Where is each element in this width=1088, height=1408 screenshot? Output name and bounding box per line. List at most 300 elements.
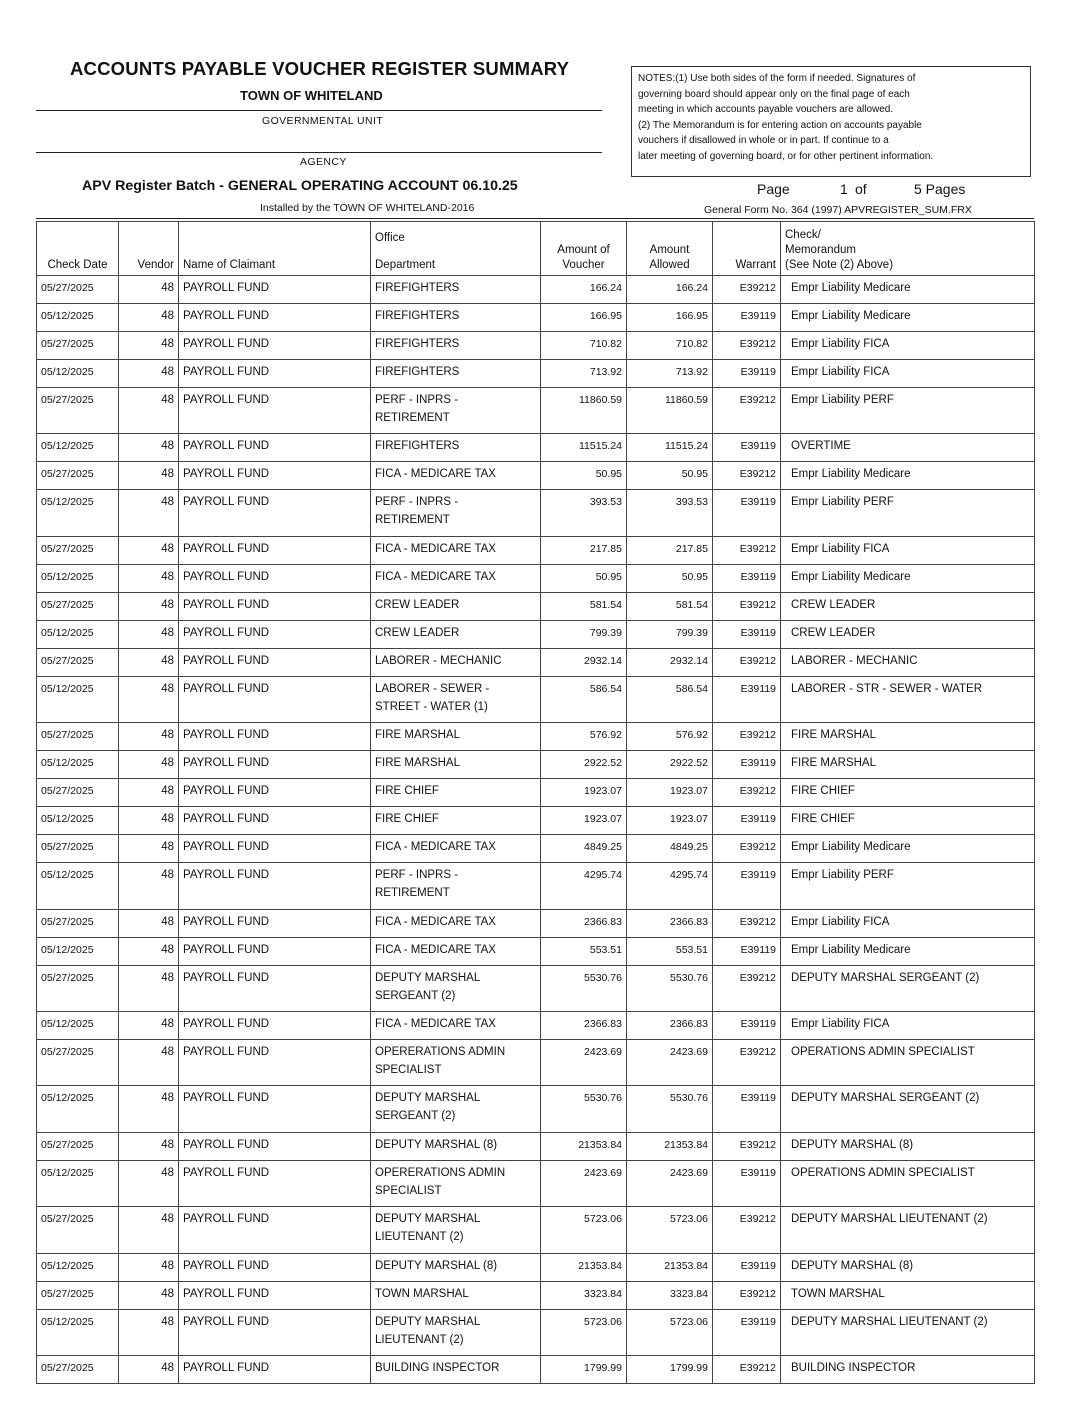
cell-check-date: 05/12/2025 <box>37 434 119 462</box>
cell-amount-voucher: 1923.07 <box>541 779 627 807</box>
cell-claimant: PAYROLL FUND <box>179 965 371 1011</box>
cell-warrant: E39119 <box>713 1011 781 1039</box>
cell-check-date: 05/12/2025 <box>37 1253 119 1281</box>
cell-check-date: 05/27/2025 <box>37 1132 119 1160</box>
cell-claimant: PAYROLL FUND <box>179 909 371 937</box>
department-line: FICA - MEDICARE TAX <box>375 943 496 956</box>
cell-department <box>371 434 541 462</box>
cell-claimant: PAYROLL FUND <box>179 723 371 751</box>
cell-check-date: 05/12/2025 <box>37 304 119 332</box>
cell-claimant: PAYROLL FUND <box>179 276 371 304</box>
cell-department <box>371 1309 541 1355</box>
cell-memorandum: DEPUTY MARSHAL LIEUTENANT (2) <box>781 1309 1035 1355</box>
cell-claimant: PAYROLL FUND <box>179 592 371 620</box>
cell-memorandum: Empr Liability PERF <box>781 490 1035 536</box>
cell-amount-voucher: 2922.52 <box>541 751 627 779</box>
cell-department <box>371 723 541 751</box>
cell-claimant: PAYROLL FUND <box>179 1132 371 1160</box>
table-row <box>37 648 1035 676</box>
cell-claimant: PAYROLL FUND <box>179 536 371 564</box>
cell-warrant: E39212 <box>713 1132 781 1160</box>
cell-vendor: 48 <box>119 937 179 965</box>
cell-claimant: PAYROLL FUND <box>179 779 371 807</box>
cell-memorandum: FIRE CHIEF <box>781 779 1035 807</box>
cell-memorandum: Empr Liability FICA <box>781 909 1035 937</box>
cell-claimant: PAYROLL FUND <box>179 807 371 835</box>
cell-warrant: E39119 <box>713 863 781 909</box>
cell-warrant: E39212 <box>713 1355 781 1383</box>
cell-memorandum: Empr Liability Medicare <box>781 937 1035 965</box>
cell-department <box>371 1011 541 1039</box>
cell-check-date: 05/12/2025 <box>37 564 119 592</box>
table-row <box>37 564 1035 592</box>
cell-vendor: 48 <box>119 751 179 779</box>
cell-check-date: 05/12/2025 <box>37 620 119 648</box>
cell-amount-voucher: 586.54 <box>541 676 627 722</box>
page-total: 5 Pages <box>914 181 966 197</box>
table-row <box>37 909 1035 937</box>
department-line: RETIREMENT <box>375 514 450 527</box>
cell-memorandum: FIRE MARSHAL <box>781 751 1035 779</box>
cell-department <box>371 304 541 332</box>
cell-check-date: 05/27/2025 <box>37 332 119 360</box>
table-row <box>37 1160 1035 1206</box>
cell-memorandum: FIRE MARSHAL <box>781 723 1035 751</box>
cell-check-date: 05/27/2025 <box>37 965 119 1011</box>
cell-amount-allowed: 713.92 <box>627 360 713 388</box>
department-line: PERF - INPRS - <box>375 394 459 406</box>
department-line: SERGEANT (2) <box>375 1110 456 1123</box>
voucher-register-table <box>36 221 1035 1384</box>
cell-amount-voucher: 2932.14 <box>541 648 627 676</box>
cell-amount-voucher: 710.82 <box>541 332 627 360</box>
department-line: DEPUTY MARSHAL <box>375 971 481 984</box>
cell-vendor: 48 <box>119 564 179 592</box>
cell-amount-voucher: 581.54 <box>541 592 627 620</box>
cell-vendor: 48 <box>119 863 179 909</box>
department-line: FIRE MARSHAL <box>375 729 460 742</box>
table-row <box>37 1207 1035 1253</box>
department-line: FIREFIGHTERS <box>375 338 460 350</box>
cell-amount-allowed: 2932.14 <box>627 648 713 676</box>
cell-vendor: 48 <box>119 909 179 937</box>
cell-check-date: 05/27/2025 <box>37 1039 119 1085</box>
cell-warrant: E39212 <box>713 332 781 360</box>
department-line: OPERERATIONS ADMIN <box>375 1045 506 1058</box>
cell-amount-voucher: 1799.99 <box>541 1355 627 1383</box>
cell-amount-voucher: 1923.07 <box>541 807 627 835</box>
cell-vendor: 48 <box>119 490 179 536</box>
cell-amount-voucher: 5723.06 <box>541 1309 627 1355</box>
cell-amount-allowed: 1923.07 <box>627 779 713 807</box>
cell-vendor: 48 <box>119 835 179 863</box>
cell-department <box>371 536 541 564</box>
cell-department <box>371 360 541 388</box>
department-line: FIREFIGHTERS <box>375 366 460 378</box>
department-line: CREW LEADER <box>375 626 460 639</box>
cell-claimant: PAYROLL FUND <box>179 564 371 592</box>
cell-amount-allowed: 393.53 <box>627 490 713 536</box>
town-name: TOWN OF WHITELAND <box>240 88 383 103</box>
cell-amount-voucher: 553.51 <box>541 937 627 965</box>
table-row <box>37 1011 1035 1039</box>
form-number: General Form No. 364 (1997) APVREGISTER_SUM.FRX <box>704 204 972 216</box>
table-row <box>37 276 1035 304</box>
department-line: FIRE CHIEF <box>375 785 439 798</box>
cell-check-date: 05/27/2025 <box>37 779 119 807</box>
table-row <box>37 1039 1035 1085</box>
department-line: RETIREMENT <box>375 887 450 900</box>
department-line: LIEUTENANT (2) <box>375 1333 464 1346</box>
cell-department <box>371 1086 541 1132</box>
cell-amount-voucher: 713.92 <box>541 360 627 388</box>
cell-amount-voucher: 2366.83 <box>541 909 627 937</box>
cell-memorandum: LABORER - STR - SEWER - WATER <box>781 676 1035 722</box>
table-header-row <box>37 222 1035 276</box>
cell-memorandum: OPERATIONS ADMIN SPECIALIST <box>781 1160 1035 1206</box>
cell-department <box>371 965 541 1011</box>
cell-check-date: 05/27/2025 <box>37 592 119 620</box>
cell-claimant: PAYROLL FUND <box>179 751 371 779</box>
column-header-check-date: Check Date <box>37 222 119 276</box>
cell-department <box>371 1132 541 1160</box>
cell-vendor: 48 <box>119 360 179 388</box>
table-row <box>37 1281 1035 1309</box>
column-header-claimant: Name of Claimant <box>179 222 371 276</box>
notes-box <box>631 66 1031 177</box>
cell-claimant: PAYROLL FUND <box>179 1281 371 1309</box>
cell-amount-allowed: 11515.24 <box>627 434 713 462</box>
table-row <box>37 1086 1035 1132</box>
cell-claimant: PAYROLL FUND <box>179 304 371 332</box>
cell-memorandum: DEPUTY MARSHAL (8) <box>781 1253 1035 1281</box>
cell-vendor: 48 <box>119 1355 179 1383</box>
cell-amount-voucher: 166.95 <box>541 304 627 332</box>
cell-warrant: E39212 <box>713 779 781 807</box>
table-row <box>37 434 1035 462</box>
department-line: FICA - MEDICARE TAX <box>375 542 496 555</box>
cell-warrant: E39212 <box>713 1207 781 1253</box>
cell-department <box>371 1207 541 1253</box>
cell-vendor: 48 <box>119 779 179 807</box>
cell-memorandum: Empr Liability FICA <box>781 536 1035 564</box>
department-line: FICA - MEDICARE TAX <box>375 468 496 481</box>
cell-department <box>371 1281 541 1309</box>
column-header-vendor: Vendor <box>119 222 179 276</box>
column-header-warrant: Warrant <box>713 222 781 276</box>
cell-warrant: E39119 <box>713 360 781 388</box>
cell-warrant: E39212 <box>713 909 781 937</box>
memo-header-line: Check/ <box>785 229 821 241</box>
cell-warrant: E39119 <box>713 676 781 722</box>
department-line: SPECIALIST <box>375 1184 442 1197</box>
cell-amount-voucher: 5530.76 <box>541 1086 627 1132</box>
notes-line: vouchers if disallowed in whole or in part. If continue to a <box>638 135 889 146</box>
table-row <box>37 620 1035 648</box>
cell-check-date: 05/27/2025 <box>37 462 119 490</box>
cell-department <box>371 462 541 490</box>
cell-check-date: 05/12/2025 <box>37 676 119 722</box>
cell-amount-voucher: 799.39 <box>541 620 627 648</box>
cell-vendor: 48 <box>119 592 179 620</box>
cell-department <box>371 1039 541 1085</box>
cell-warrant: E39119 <box>713 434 781 462</box>
cell-check-date: 05/12/2025 <box>37 1309 119 1355</box>
cell-check-date: 05/27/2025 <box>37 536 119 564</box>
cell-check-date: 05/27/2025 <box>37 1355 119 1383</box>
cell-amount-allowed: 5723.06 <box>627 1309 713 1355</box>
department-line: SPECIALIST <box>375 1063 442 1076</box>
page-label: Page <box>757 181 790 197</box>
table-row <box>37 937 1035 965</box>
cell-amount-voucher: 5723.06 <box>541 1207 627 1253</box>
cell-amount-allowed: 50.95 <box>627 564 713 592</box>
cell-amount-allowed: 2922.52 <box>627 751 713 779</box>
cell-vendor: 48 <box>119 1039 179 1085</box>
divider <box>36 218 1034 219</box>
cell-check-date: 05/27/2025 <box>37 648 119 676</box>
cell-amount-allowed: 4295.74 <box>627 863 713 909</box>
cell-department <box>371 807 541 835</box>
cell-department <box>371 648 541 676</box>
cell-claimant: PAYROLL FUND <box>179 388 371 434</box>
department-line: FICA - MEDICARE TAX <box>375 570 496 583</box>
column-header-memorandum <box>781 222 1035 276</box>
table-row <box>37 536 1035 564</box>
cell-memorandum: Empr Liability FICA <box>781 332 1035 360</box>
department-line: OPERERATIONS ADMIN <box>375 1166 506 1179</box>
table-row <box>37 490 1035 536</box>
cell-vendor: 48 <box>119 676 179 722</box>
department-line: FICA - MEDICARE TAX <box>375 841 496 854</box>
department-line: STREET - WATER (1) <box>375 700 488 713</box>
cell-check-date: 05/12/2025 <box>37 863 119 909</box>
department-line: SERGEANT (2) <box>375 989 456 1002</box>
cell-claimant: PAYROLL FUND <box>179 1207 371 1253</box>
table-row <box>37 1253 1035 1281</box>
cell-amount-allowed: 166.24 <box>627 276 713 304</box>
cell-amount-voucher: 2423.69 <box>541 1160 627 1206</box>
cell-claimant: PAYROLL FUND <box>179 1309 371 1355</box>
cell-vendor: 48 <box>119 304 179 332</box>
cell-amount-voucher: 11860.59 <box>541 388 627 434</box>
cell-claimant: PAYROLL FUND <box>179 332 371 360</box>
column-header-amount-voucher: Amount of Voucher <box>541 222 627 276</box>
cell-amount-voucher: 21353.84 <box>541 1132 627 1160</box>
cell-memorandum: OVERTIME <box>781 434 1035 462</box>
table-row <box>37 360 1035 388</box>
table-row <box>37 1355 1035 1383</box>
cell-warrant: E39212 <box>713 965 781 1011</box>
cell-memorandum: CREW LEADER <box>781 620 1035 648</box>
cell-claimant: PAYROLL FUND <box>179 835 371 863</box>
table-row <box>37 676 1035 722</box>
cell-vendor: 48 <box>119 388 179 434</box>
cell-department <box>371 490 541 536</box>
department-line: DEPUTY MARSHAL <box>375 1213 481 1226</box>
cell-warrant: E39119 <box>713 937 781 965</box>
notes-line: (2) The Memorandum is for entering action on accounts payable <box>638 119 922 131</box>
cell-check-date: 05/12/2025 <box>37 490 119 536</box>
table-row <box>37 592 1035 620</box>
cell-amount-allowed: 2366.83 <box>627 909 713 937</box>
cell-amount-voucher: 2366.83 <box>541 1011 627 1039</box>
department-line: FICA - MEDICARE TAX <box>375 1017 496 1030</box>
cell-warrant: E39212 <box>713 648 781 676</box>
cell-amount-voucher: 50.95 <box>541 462 627 490</box>
cell-amount-allowed: 2423.69 <box>627 1160 713 1206</box>
cell-check-date: 05/27/2025 <box>37 388 119 434</box>
cell-vendor: 48 <box>119 1207 179 1253</box>
cell-amount-allowed: 553.51 <box>627 937 713 965</box>
cell-memorandum: Empr Liability FICA <box>781 360 1035 388</box>
cell-amount-voucher: 21353.84 <box>541 1253 627 1281</box>
batch-title: APV Register Batch - GENERAL OPERATING ACCOUNT 06.10.25 <box>82 178 518 194</box>
table-row <box>37 723 1035 751</box>
memo-header-line: Memorandum <box>785 244 856 256</box>
cell-department <box>371 909 541 937</box>
department-line: TOWN MARSHAL <box>375 1287 469 1300</box>
cell-department <box>371 779 541 807</box>
cell-department <box>371 276 541 304</box>
department-line: CREW LEADER <box>375 598 460 611</box>
department-line: FIRE MARSHAL <box>375 757 460 770</box>
cell-warrant: E39119 <box>713 1086 781 1132</box>
department-line: FIREFIGHTERS <box>375 282 460 294</box>
department-line: DEPUTY MARSHAL <box>375 1092 481 1105</box>
cell-check-date: 05/12/2025 <box>37 1086 119 1132</box>
table-row <box>37 1132 1035 1160</box>
cell-department <box>371 620 541 648</box>
cell-warrant: E39119 <box>713 564 781 592</box>
cell-vendor: 48 <box>119 1281 179 1309</box>
page-number: 1 <box>840 181 848 197</box>
cell-amount-voucher: 4849.25 <box>541 835 627 863</box>
cell-memorandum: DEPUTY MARSHAL LIEUTENANT (2) <box>781 1207 1035 1253</box>
cell-vendor: 48 <box>119 536 179 564</box>
department-line: LIEUTENANT (2) <box>375 1231 464 1244</box>
cell-amount-allowed: 4849.25 <box>627 835 713 863</box>
cell-warrant: E39212 <box>713 835 781 863</box>
cell-check-date: 05/12/2025 <box>37 937 119 965</box>
cell-check-date: 05/12/2025 <box>37 360 119 388</box>
cell-claimant: PAYROLL FUND <box>179 1086 371 1132</box>
cell-amount-allowed: 21353.84 <box>627 1132 713 1160</box>
cell-claimant: PAYROLL FUND <box>179 648 371 676</box>
department-line: PERF - INPRS - <box>375 869 459 882</box>
department-line: LABORER - SEWER - <box>375 682 490 695</box>
cell-memorandum: Empr Liability PERF <box>781 388 1035 434</box>
cell-warrant: E39212 <box>713 723 781 751</box>
cell-memorandum: FIRE CHIEF <box>781 807 1035 835</box>
cell-check-date: 05/27/2025 <box>37 909 119 937</box>
cell-department <box>371 332 541 360</box>
table-row <box>37 863 1035 909</box>
cell-vendor: 48 <box>119 434 179 462</box>
department-line: FIREFIGHTERS <box>375 310 460 322</box>
cell-amount-voucher: 11515.24 <box>541 434 627 462</box>
cell-check-date: 05/12/2025 <box>37 1160 119 1206</box>
department-line: PERF - INPRS - <box>375 496 459 509</box>
cell-vendor: 48 <box>119 1132 179 1160</box>
table-body <box>37 276 1035 1384</box>
cell-memorandum: Empr Liability Medicare <box>781 835 1035 863</box>
table-row <box>37 332 1035 360</box>
cell-vendor: 48 <box>119 462 179 490</box>
cell-memorandum: Empr Liability PERF <box>781 863 1035 909</box>
column-header-department-label: Department <box>375 259 436 271</box>
table-row <box>37 807 1035 835</box>
cell-claimant: PAYROLL FUND <box>179 1039 371 1085</box>
cell-claimant: PAYROLL FUND <box>179 1355 371 1383</box>
cell-claimant: PAYROLL FUND <box>179 490 371 536</box>
agency-label: AGENCY <box>300 156 347 168</box>
department-line: FICA - MEDICARE TAX <box>375 915 496 928</box>
cell-department <box>371 751 541 779</box>
notes-line: governing board should appear only on the final page of each <box>638 88 910 100</box>
table-row <box>37 835 1035 863</box>
cell-memorandum: Empr Liability Medicare <box>781 276 1035 304</box>
cell-claimant: PAYROLL FUND <box>179 620 371 648</box>
cell-amount-voucher: 2423.69 <box>541 1039 627 1085</box>
cell-vendor: 48 <box>119 1160 179 1206</box>
department-line: DEPUTY MARSHAL <box>375 1315 481 1328</box>
cell-amount-voucher: 50.95 <box>541 564 627 592</box>
cell-amount-voucher: 3323.84 <box>541 1281 627 1309</box>
table-row <box>37 388 1035 434</box>
cell-memorandum: DEPUTY MARSHAL SERGEANT (2) <box>781 1086 1035 1132</box>
cell-vendor: 48 <box>119 1011 179 1039</box>
department-line: FIRE CHIEF <box>375 813 439 826</box>
cell-vendor: 48 <box>119 807 179 835</box>
cell-memorandum: LABORER - MECHANIC <box>781 648 1035 676</box>
cell-warrant: E39119 <box>713 304 781 332</box>
cell-warrant: E39119 <box>713 490 781 536</box>
cell-warrant: E39212 <box>713 388 781 434</box>
cell-warrant: E39212 <box>713 1281 781 1309</box>
cell-claimant: PAYROLL FUND <box>179 1011 371 1039</box>
cell-department <box>371 1355 541 1383</box>
cell-amount-allowed: 5723.06 <box>627 1207 713 1253</box>
table-row <box>37 965 1035 1011</box>
cell-amount-voucher: 217.85 <box>541 536 627 564</box>
cell-memorandum: Empr Liability Medicare <box>781 564 1035 592</box>
table-row <box>37 779 1035 807</box>
cell-department <box>371 676 541 722</box>
cell-check-date: 05/12/2025 <box>37 751 119 779</box>
cell-amount-allowed: 2366.83 <box>627 1011 713 1039</box>
table-row <box>37 1309 1035 1355</box>
cell-amount-allowed: 799.39 <box>627 620 713 648</box>
cell-vendor: 48 <box>119 965 179 1011</box>
cell-check-date: 05/12/2025 <box>37 807 119 835</box>
cell-vendor: 48 <box>119 620 179 648</box>
cell-amount-voucher: 393.53 <box>541 490 627 536</box>
cell-warrant: E39119 <box>713 751 781 779</box>
department-line: DEPUTY MARSHAL (8) <box>375 1259 498 1272</box>
cell-warrant: E39212 <box>713 462 781 490</box>
cell-amount-voucher: 5530.76 <box>541 965 627 1011</box>
notes-line: meeting in which accounts payable vouchers are allowed. <box>638 104 894 115</box>
column-header-office: Office <box>375 232 405 244</box>
cell-department <box>371 1160 541 1206</box>
cell-amount-allowed: 166.95 <box>627 304 713 332</box>
cell-memorandum: DEPUTY MARSHAL (8) <box>781 1132 1035 1160</box>
cell-vendor: 48 <box>119 648 179 676</box>
cell-department <box>371 564 541 592</box>
cell-amount-allowed: 2423.69 <box>627 1039 713 1085</box>
cell-check-date: 05/12/2025 <box>37 1011 119 1039</box>
